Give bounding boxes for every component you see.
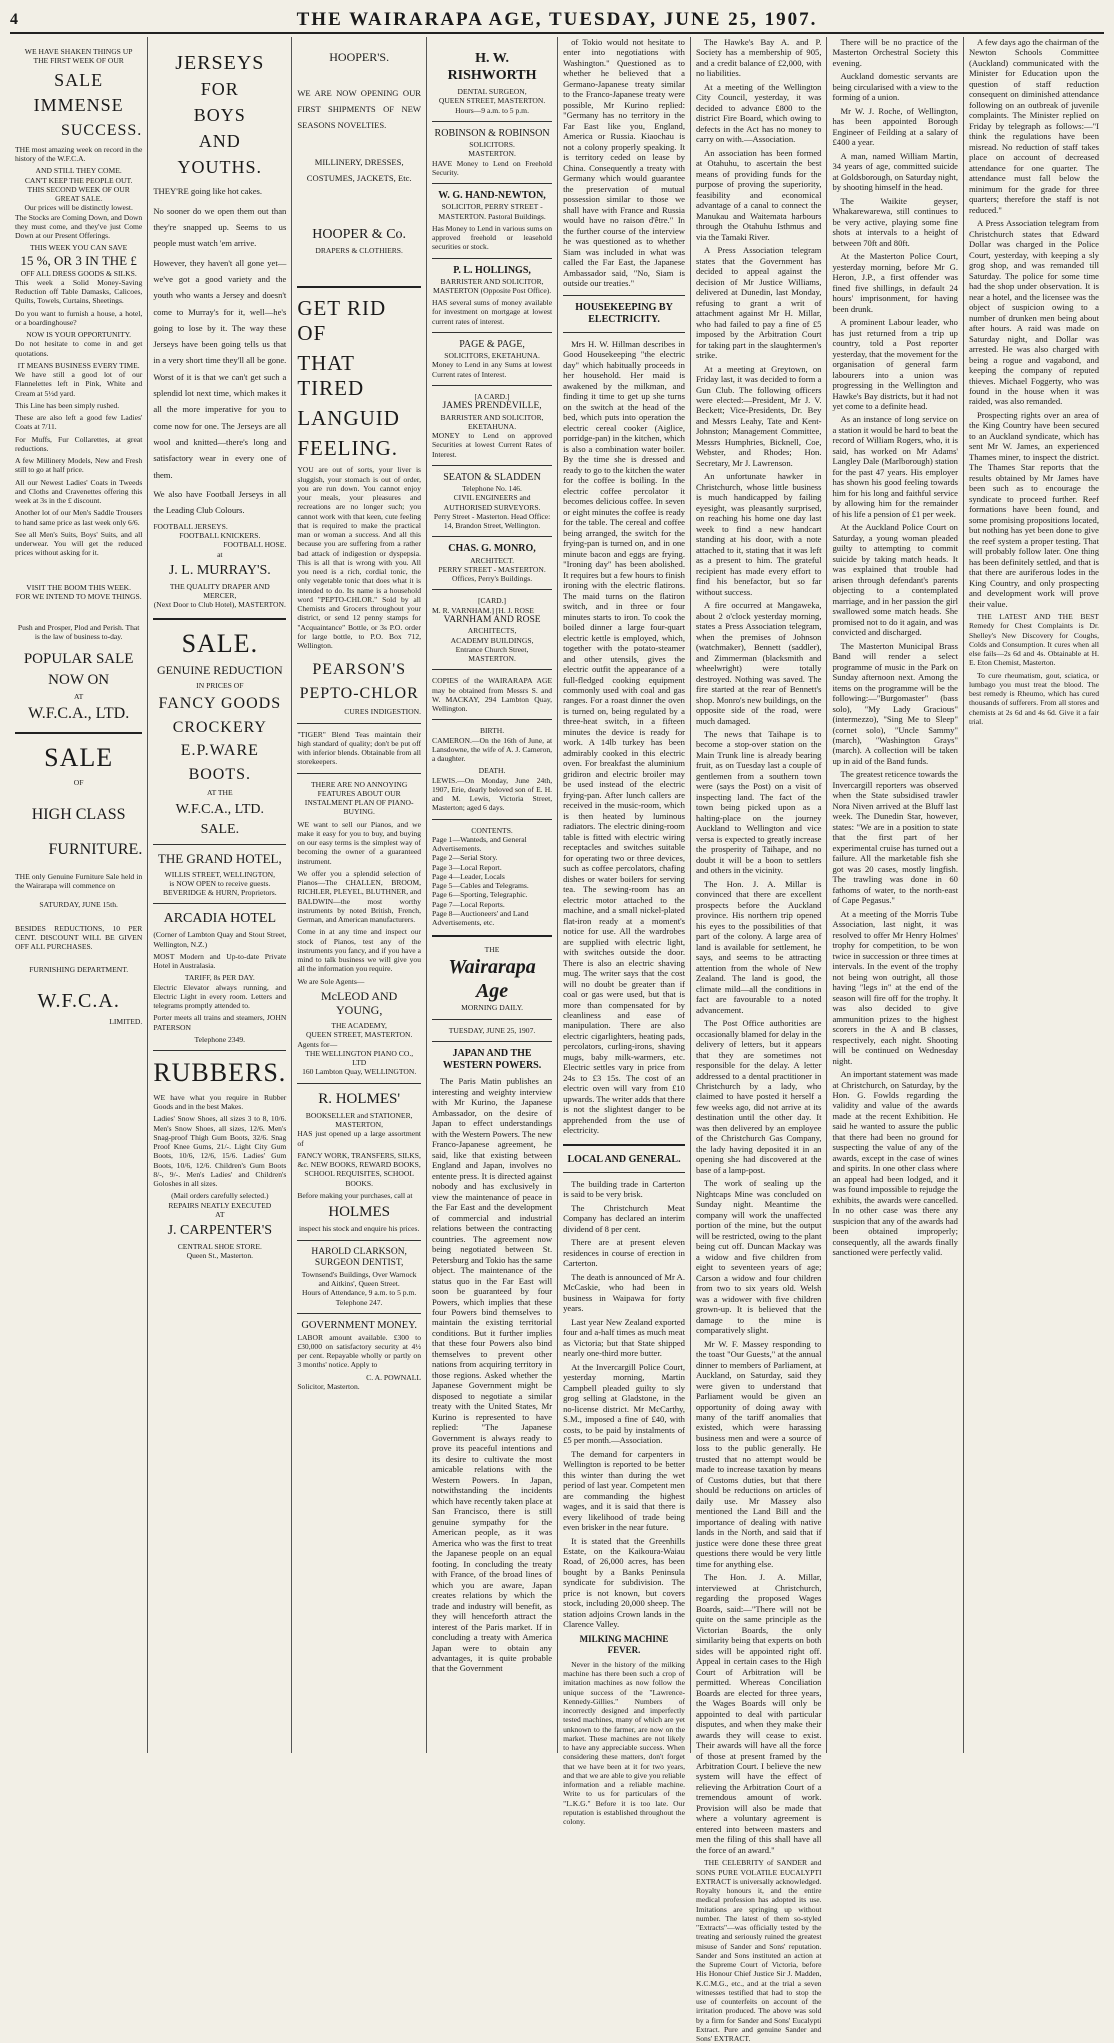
- ad-holmes-text: FANCY WORK, TRANSFERS, SILKS, &c. NEW BOOKS, REWARD BOOKS, SCHOOL REQUISITES, SCHOOL BOOKS.: [297, 1150, 421, 1188]
- local-item: The Hawke's Bay A. and P. Society has a membership of 905, and a credit balance of £2,000, with no liabilities.: [695, 37, 822, 79]
- page-number: 4: [10, 11, 18, 28]
- ad-jerseys-heading: BOYS: [193, 105, 246, 126]
- article-heading: HOUSEKEEPING BY ELECTRICITY.: [575, 301, 673, 325]
- ad-arcadia-name: ARCADIA HOTEL: [163, 911, 276, 927]
- column-1: [10, 37, 148, 1753]
- ad-wfca-text: For Muffs, Fur Collarettes, at great reductions.: [15, 434, 143, 453]
- ad-pepto-name: PEARSON'S: [312, 661, 406, 679]
- ad-pepto-line: CURES INDIGESTION.: [344, 707, 422, 717]
- notice-birth-heading: BIRTH.: [479, 726, 505, 736]
- local-item: At the Auckland Police Court on Saturday, a young woman pleaded guilty to attempting to commit suicide by taking match heads. It was explained that trouble had arisen through defendant's parents objecting to a contemplated marriage, and in her passion the girl swallowed some match heads. She promised not to do it again, and was convicted and discharged.: [832, 522, 958, 638]
- local-item: The building trade in Carterton is said to be very brisk.: [563, 1179, 685, 1200]
- ad-milking-text: Never in the history of the milking machine has there been such a crop of imitation machines as now follow the unique success of the "Lawrence-Kennedy-Gillies." Numbers of incorrectly designed and imperfectly tested machines, many of which are yet unknown to the farmer, are now on the market. These machines are not likely to have any appreciable success. When considering these matters, don't forget that we have been at it for two years, and that we are able to give you reliable information and a reliable machine. Write to us for particulars of the "L.K.G." Before it is too late. Our reputation is established throughout the colony.: [563, 1659, 685, 1827]
- ad-murray-name: J. L. MURRAY'S.: [168, 562, 271, 578]
- ad-jerseys-heading: YOUTHS.: [177, 157, 263, 178]
- local-item: There will be no practice of the Masterton Orchestral Society this evening.: [832, 37, 958, 68]
- local-item: At a meeting of the Wellington City Council, yesterday, it was decided to advance £800 to the district Fire Board, which owing to defects in the Act has no money to carry on with.—Association.: [695, 81, 822, 145]
- notice-birth-text: CAMERON.—On the 16th of June, at Lansdowne, the wife of A. J. Cameron, a daughter.: [432, 735, 553, 764]
- ad-holmes-text: Before making your purchases, call at: [297, 1190, 413, 1200]
- newspaper-title: THE WAIRARAPA AGE, TUESDAY, JUNE 25, 1907.: [296, 9, 818, 30]
- ad-page-name: PAGE & PAGE,: [459, 338, 525, 350]
- ad-carpenter-name: J. CARPENTER'S: [167, 1223, 273, 1239]
- ad-pepto-heading: GET RID OF: [297, 295, 387, 346]
- ad-pepto-name: PEPTO-CHLOR: [299, 684, 419, 702]
- ad-monro-name: CHAS. G. MONRO,: [448, 543, 536, 555]
- local-item: The Hon. J. A. Millar, interviewed at Christchurch, regarding the proposed Wages Boards, said:—"There will not be quite on the same principle as the Victorian Boards, the only similarity being that experts on both sides will be appointed right off. Appeal in certain cases to the High Court of Arbitration will be permitted. Whereas Conciliation Boards are elected for three years, the Wages Boards will only be appointed to deal with particular disputes, and when they make their awards they will cease to exist. Their awards will have all the force of those at present framed by the Arbitration Court. I believe the new system will have the effect of relieving the Arbitration Court of a tremendous amount of work. Provision will also be made that where a voluntary agreement is entered into between masters and men the filing of this shall have all the force of an award.": [695, 1572, 822, 1855]
- ad-wfca-line: NOW IS YOUR OPPORTUNITY.: [26, 330, 132, 340]
- ad-piano-text: THERE ARE NO ANNOYING FEATURES ABOUT OUR INSTALMENT PLAN OF PIANO-BUYING.: [304, 779, 414, 817]
- ad-piano-line: We are Sole Agents—: [297, 976, 365, 986]
- ad-monro-text: PERRY STREET - MASTERTON. Offices, Perry's Buildings.: [438, 564, 546, 584]
- ad-hollings-name: P. L. HOLLINGS,: [453, 264, 531, 276]
- columns: [10, 37, 1104, 2043]
- ad-hand-newton-text: Has Money to Lend in various sums on approved freehold or leasehold securities or stock.: [432, 223, 553, 252]
- local-item: The news that Taihape is to become a stop-over station on the Main Trunk line is already bearing fruit, as on Tuesday last a couple of gentlemen from a southern town were (says the Post) on a visit of inspecting land. The fact of the town being picked upon as a halting-place on the journey Auckland to Wellington and vice versa is expected to greatly increase the prosperity of Taihape, and no doubt it will be a boon to settlers and others in the vicinity.: [695, 729, 822, 876]
- contents-item: Page 2—Serial Story.: [432, 853, 498, 863]
- ad-rubbers-line: CENTRAL SHOE STORE.: [177, 1242, 262, 1252]
- contents-list: [432, 835, 552, 928]
- local-item: A prominent Labour leader, who has just returned from a trip up country, told a Post reporter yesterday, that the movement for the organisation of general farm labourers into a union was progressing in the Wellington and Hawke's Bay districts, but it had not yet come to a definite head.: [832, 317, 958, 411]
- local-item: At the Invercargill Police Court, yesterday morning, Martin Campbell pleaded guilty to sly grog selling at Gladstone, in the no-license district. Mr McCarthy, S.M., imposed a fine of £40, with costs, to be paid by instalments of £5 per month.—Association.: [563, 1361, 685, 1446]
- ad-varnham-line: Entrance Church Street, MASTERTON.: [455, 644, 529, 664]
- ad-wfca-line: THE FIRST WEEK OF OUR: [33, 56, 124, 66]
- ad-holmes-name: R. HOLMES': [318, 1090, 401, 1107]
- local-item: As an instance of long service on a station it would be hard to beat the record of William Rogers, who, it is said, has worked on Mr Adams' Langley Dale (Marlborough) station for the past 47 years. His employer has shown his good feeling towards him for his long and faithful service by allowing him for the remainder of his life a pension of £1 per week.: [832, 414, 958, 519]
- ad-furniture-heading: W.F.C.A.: [37, 989, 120, 1012]
- ad-furniture-line: OF: [73, 777, 84, 787]
- ad-piano-line: 160 Lambton Quay, WELLINGTON.: [302, 1067, 417, 1077]
- ad-sale-item: BOOTS.: [188, 765, 252, 783]
- ad-seaton-name: SEATON & SLADDEN: [443, 471, 541, 483]
- ad-furniture-line: FURNISHING DEPARTMENT.: [29, 965, 129, 975]
- local-item: An unfortunate hawker in Christchurch, whose little business is much handicapped by failing eyesight, was pleasantly surprised, on reaching his home one day last week to find a new handcart standing at his door, with a note attached to it, stating that it was left as a present to him. The grateful recipient has made every effort to find his benefactor, but so far without success.: [695, 471, 822, 597]
- ad-arcadia-text: MOST Modern and Up-to-date Private Hotel in Australasia.: [153, 951, 287, 971]
- column-8: [964, 37, 1104, 1753]
- contents-item: Page 3—Local Report.: [432, 862, 502, 872]
- ad-wfca-heading: SALE: [54, 69, 104, 90]
- ad-wfca-line: VISIT THE BOOM THIS WEEK.: [26, 582, 131, 592]
- ad-hooper-heading: HOOPER'S.: [329, 50, 390, 64]
- ad-holmes-text: HAS just opened up a large assortment of: [297, 1129, 422, 1148]
- ad-wfca-text: See all Men's Suits, Boys' Suits, and all underwear. You will get the reduced prices without asking for it.: [15, 529, 143, 558]
- leader-heading: JAPAN AND THE WESTERN POWERS.: [442, 1047, 542, 1072]
- ad-hooper-line: DRAPERS & CLOTHIERS.: [315, 246, 403, 256]
- ad-piano-line: THE ACADEMY,: [331, 1021, 387, 1031]
- ad-hooper-text: WE ARE NOW OPENING OUR FIRST SHIPMENTS OF NEW SEASONS NOVELTIES.: [297, 87, 422, 131]
- ad-seaton-line: Telephone No. 146.: [462, 484, 522, 494]
- ad-jerseys-heading: JERSEYS: [175, 52, 265, 74]
- ad-rubbers-line: (Mail orders carefully selected.): [171, 1191, 269, 1201]
- local-item: The death is announced of Mr A. McCaskie, who had been in business in Waipawa for forty years.: [563, 1271, 685, 1314]
- ad-grand-hotel-line: BEVERIDGE & HURN, Proprietors.: [162, 888, 277, 898]
- local-item: A man, named William Martin, 34 years of age, committed suicide at Goldsborough, on Saturday night, by shooting himself in the head.: [832, 150, 958, 193]
- ad-wfca-line: WE HAVE SHAKEN THINGS UP: [24, 47, 133, 56]
- ad-prendeville-line: BARRISTER AND SOLICITOR, EKETAHUNA.: [440, 412, 544, 431]
- ad-wfca-line: OFF ALL DRESS GOODS & SILKS.: [20, 268, 137, 278]
- ad-copies-text: COPIES of the WAIRARAPA AGE may be obtained from Messrs S. and W. MACKAY, 294 Lambton Quay, Wellington.: [432, 676, 553, 714]
- ad-jerseys-line: at: [217, 549, 223, 559]
- ad-wfca-text: Do you want to furnish a house, a hotel, or a boardinghouse?: [15, 308, 143, 327]
- ad-milking-heading: MILKING MACHINE FEVER.: [579, 1633, 669, 1655]
- ad-wfca-text: Push and Prosper, Plod and Perish. That is the law of business to-day.: [17, 623, 140, 642]
- column-5: [558, 37, 691, 1827]
- ad-furniture-text: THE only Genuine Furniture Sale held in the Wairarapa will commence on: [15, 871, 143, 891]
- ad-jerseys-heading: AND: [198, 131, 241, 152]
- ad-rubbers-line: REPAIRS NEATLY EXECUTED: [168, 1200, 272, 1210]
- ad-jerseys-line: FOOTBALL KNICKERS.: [179, 531, 261, 541]
- ad-hand-newton-name: W. G. HAND-NEWTON,: [438, 190, 546, 202]
- ad-wfca-text: All our Newest Ladies' Coats in Tweeds and Cloths and Cravenettes offering this week at 3s in the £ discount.: [15, 477, 143, 506]
- ad-furniture-heading: SALE: [44, 742, 114, 772]
- ad-wfca-line: AT: [74, 692, 84, 702]
- local-item: The greatest reticence towards the Invercargill reporters was observed when the State subsidised trawler Nora Niven arrived at the Bluff last week. The Dunedin Star, however, states: "We are in a position to state that the first part of her experimental cruise has turned out a failure. All the marketable fish she got was 20 cases, mostly lingfish. The trawling was done in 60 fathoms of water, to the north-east of Cape Pegasus.": [832, 769, 958, 906]
- ad-wfca-line: AND STILL THEY COME.: [35, 166, 122, 176]
- ad-sale-item: CROCKERY: [172, 718, 267, 736]
- ad-piano-line: Agents for—: [297, 1039, 338, 1049]
- ad-sale-line: SALE.: [200, 821, 240, 837]
- local-item: A few days ago the chairman of the Newton Schools Committee (Auckland) communicated with the Minister for Education upon the question of staff reduction consequent on diminished attendance following on an outbreak of juvenile complaints. The Minister replied on Friday by telegraph as follows:—"I think the regulations have been misread. No reduction of staff takes place on account of decreased attendance for one quarter. The attendance must fall below the minimum for the grade for three quarters; therefore the staff is not reduced.": [968, 37, 1099, 215]
- ad-hollings-text: BARRISTER AND SOLICITOR, MASTERTON (Opposite Post Office).: [432, 276, 552, 295]
- local-item: Mr W. F. Massey responding to the toast "Our Guests," at the annual dinner to members of Parliament, at Auckland, on Saturday, said they were given to understand that Parliament would be given an opportunity of doing away with many of the tariff anomalies that existed, which were harassing business men and were a source of loss to the public generally. He trusted that no attempt would be made to increase taxation by means of Customs duties, but that there should be reductions on articles of daily use. Mr Massey also mentioned the Land Bill and the importance of dealing with native lands in the North, and said that if justice were done these three great questions there would be very little time for anything else.: [695, 1338, 822, 1569]
- ad-arcadia-text: Electric Elevator always running, and Electric Light in every room. Letters and telegrams promptly attended to.: [153, 982, 287, 1011]
- local-item: Last year New Zealand exported four and a-half times as much meat as Victoria; but that State shipped nearly one-third more butter.: [563, 1316, 685, 1359]
- local-item: An association has been formed at Otahuhu, to ascertain the best means of providing funds for the purpose of proving the superiority, feasibility and economical advantage of a canal to connect the Manukau and Waitemata harbours through the Otahuhu Isthmus and via the Tamaki River.: [695, 147, 822, 242]
- column-2: [148, 37, 292, 1753]
- local-item: The Post Office authorities are occasionally blamed for delay in the delivery of letters, but it appears that they are sometimes not responsible for the delay. A letter addressed to a dental practitioner in Christchurch by a lady, who claimed to have posted it herself a few weeks ago, did not arrive at its destination until the other day. It was then delivered by an employee of the Christchurch Gas Company, the lady having deposited it in an opening she had discovered at the base of a lamp-post.: [695, 1018, 822, 1175]
- ad-furniture-line: LIMITED.: [109, 1017, 143, 1027]
- locals-heading: LOCAL AND GENERAL.: [567, 1153, 681, 1165]
- ad-holmes-name: HOLMES: [328, 1204, 390, 1221]
- ad-rubbers-line: Queen St., Masterton.: [186, 1251, 254, 1261]
- ad-pepto-heading: LANGUID: [297, 406, 400, 431]
- ad-jerseys-heading: FOR: [200, 79, 239, 100]
- ad-robinson-line: SOLICITORS.: [469, 140, 515, 150]
- ad-rubbers-text: Ladies' Snow Shoes, all sizes 3 to 8, 10/6. Men's Snow Shoes, all sizes, 12/6. Men's Snag-proof Thigh Gum Boots, 32/6. Snag Proof Knee Gums, 21/-. Light City Gum Boots, 10/6, 12/6, 15/6. Ladies' Gum Boots, 10/6, 12/6. Children's Gum Boots 8/-, 9/-. Men's Ladies' and Children's Goloshes in all sizes.: [153, 1114, 287, 1189]
- local-item: The Masterton Municipal Brass Band will render a select programme of music in the Park on Sunday afternoon next. Among the items on the programme will be the following:—"Burgomaster" (bass solo), "My Lady Gracious" (intermezzo), "Sing Me to Sleep" (cornet solo), "Uncle Sammy" (march), "Washington Grays" (march). A collection will be taken up in aid of the Band funds.: [832, 640, 958, 766]
- ad-robinson-name: ROBINSON & ROBINSON: [434, 127, 550, 139]
- ad-wfca-text: Do not hesitate to come in and get quotations.: [15, 339, 143, 358]
- ad-jerseys-line: FOOTBALL HOSE.: [223, 540, 287, 550]
- ad-page-line: SOLICITORS, EKETAHUNA.: [444, 351, 540, 361]
- ad-wfca-line: THIS WEEK YOU CAN SAVE: [30, 243, 128, 253]
- local-item: Mr W. J. Roche, of Wellington, has been appointed Borough Engineer of Feilding at a salary of £400 a year.: [832, 105, 958, 148]
- ad-rishworth-line: DENTAL SURGEON,: [457, 87, 527, 97]
- ad-holmes-line: BOOKSELLER and STATIONER,: [305, 1110, 413, 1120]
- ad-robinson-line: MASTERTON.: [468, 149, 516, 159]
- ad-arcadia-text: (Corner of Lambton Quay and Stout Street, Wellington, N.Z.): [153, 930, 287, 949]
- ad-jerseys-text: We also have Football Jerseys in all the Leading Club Colours.: [153, 489, 287, 516]
- local-item: A Press Association telegram states that the Government has decided to appeal against the decision of Mr Justice Williams, delivered at Dunedin, last Monday, refusing to grant a writ of attachment against Mr H. Millar, who had failed to pay a fine of £5 imposed by the Arbitration Court for taking part in the slaughtermen's strike.: [695, 245, 822, 361]
- local-item: The work of sealing up the Nightcaps Mine was concluded on Sunday night. Meantime the company will work the unaffected portion of the mine, but the output will be restricted, owing to the plant being cut off. Duncan Mackay was a widow and five children from eight to seventeen years of age; Carson a widow and four children from two to six years old. Welsh was a widower with five children grown-up. It is believed that the damage to the mine is comparatively slight.: [695, 1178, 822, 1336]
- ad-sale-line: AT THE: [206, 788, 233, 798]
- ad-popular-sale: POPULAR SALE: [23, 650, 134, 667]
- ad-grand-hotel-name: THE GRAND HOTEL,: [157, 850, 282, 866]
- ad-grand-hotel-line: WILLIS STREET, WELLINGTON,: [164, 869, 276, 879]
- ad-wfca-text: The Stocks are Coming Down, and Down they must come, and they've just Come Down at our Present Offerings.: [15, 212, 143, 241]
- ad-seaton-text: Perry Street - Masterton. Head Office: 14, Brandon Street, Wellington.: [433, 511, 551, 531]
- ad-arcadia-text: Porter meets all trains and steamers, JOHN PATERSON: [153, 1013, 287, 1032]
- ad-pepto-text: YOU are out of sorts, your liver is sluggish, your stomach is out of order, you are run down. You cannot enjoy your meals, your pleasures and recreations are no longer such; you cannot work with that keen, cute feeling that is required to make the practical man or woman a success. And all this because you are suffering from a rather bad attack of indigestion or dyspepsia. This is all that is wrong with you. All you need is a rich, cordial tonic, the only vegetable tonic that does what it is intended to do. Its name is a household word "PEPTO-CHLOR." Sold by all Chemists and Grocers throughout your district, or send 12 penny stamps for "Acquaintance" Bottle, or 3s P.O. order for large bottle, to P.O. Box 712, Wellington.: [297, 465, 422, 650]
- ad-varnham-line: [CARD.]: [478, 596, 507, 606]
- ad-rishworth-line: QUEEN STREET, MASTERTON.: [438, 96, 546, 106]
- ad-hooper-name: HOOPER & Co.: [312, 227, 407, 243]
- local-item: At the Masterton Police Court, yesterday morning, before Mr G. Heron, J.P., a first offender was fined five shillings, in default 24 hours' imprisonment, for having been drunk.: [832, 251, 958, 314]
- ad-holmes-line: inspect his stock and enquire his prices.: [298, 1224, 420, 1234]
- ad-clarkson-line: Hours of Attendance, 9 a.m. to 5 p.m. Telephone 247.: [302, 1288, 417, 1307]
- ad-sale-line: IN PRICES OF: [196, 680, 244, 690]
- ad-eucalypti-text: THE CELEBRITY of SANDER and SONS PURE VOLATILE EUCALYPTI EXTRACT is universally acknowledged. Royalty honours it, and the entire medical profession has adopted its use. Imitations are springing up without number. The latest of them so-styled "Extracts"—was officially tested by the treating and seriously ruined the greatest misuse of Sander and Sons' reputation. Sander and Sons instituted an action at the Supreme Court of Victoria, before His Honour Chief Justice Sir J. Madden, K.C.M.G., etc., and at the trial a seven witnesses testified that had to stop the use of counterfeits on account of the irritation produced. The above was sold by a firm for Sander and Sons' Eucalypti Extract. Pure and genuine Sander and Sons' EXTRACT.: [695, 1858, 822, 2043]
- ad-rishworth-name: H. W. RISHWORTH: [447, 51, 537, 84]
- ad-sale-line: W.F.C.A., LTD.: [175, 801, 265, 817]
- contents-item: Page 6—Sporting, Telegraphic.: [432, 890, 528, 900]
- ad-wfca-text: These are also left a good few Ladies' Coats at 7/11.: [15, 413, 143, 432]
- ad-pepto-heading: THAT TIRED: [297, 350, 365, 401]
- local-item: There are at present eleven residences in course of erection in Carterton.: [563, 1237, 685, 1269]
- local-item: An important statement was made at Christchurch, on Saturday, by the Hon. G. Fowlds regarding the validity and value of the awards made at the recent Exhibition. He said he wanted to assure the public that there had been no ground for suspecting the value of any of the awards, except in the case of wines and spirits. In one other class where an appeal had been lodged, and it was found impossible to rejudge the exhibits, the awards were cancelled. In no other case was there any suspicion that any of the awards had been obtained improperly; consequently, all the awards finally sanctioned were perfectly valid.: [832, 1069, 958, 1258]
- contents-item: Page 5—Cables and Telegrams.: [432, 881, 529, 891]
- editorial-nameplate: Wairarapa Age: [448, 955, 536, 1003]
- ad-prendeville-line: [A CARD.]: [474, 391, 510, 401]
- ad-holmes-line: MASTERTON,: [335, 1120, 384, 1130]
- local-item: A fire occurred at Mangaweka, about 2 o'clock yesterday morning, states a Press Association telegram, when the premises of Johnson (watchmaker), Bennett (saddler), and Zimmerman (blacksmith and wheelwright) were totally destroyed. Nothing was saved. The fire started at the rear of Bennett's shop. Monro's new buildings, on the opposite side of the road, were much damaged.: [695, 600, 822, 726]
- local-item: It is stated that the Greenhills Estate, on the Kaikoura-Waiau Road, of 26,000 acres, has been bought by a Banks Peninsula syndicate for subdivision. The price is not known, but covers stock, including 20,000 sheep. The station adjoins Crown lands in the Clarence Valley.: [563, 1535, 685, 1630]
- local-item: The Waikite geyser, Whakarewarewa, still continues to be very active, playing some fine shots at intervals to a height of between 70ft and 80ft.: [832, 195, 958, 248]
- ad-piano-line: QUEEN STREET, MASTERTON.: [305, 1030, 413, 1040]
- local-item: A Press Association telegram from Christchurch states that Edward Dollar was charged in the Police Court, yesterday, with keeping a sly grog shop, and was remanded till Saturday. The police for some time had the shop under observation. It is near a hotel, and the licensee was the object of suspicion owing to a number of drunken men being about after hours. A raid was made on Saturday night, and Dollar was arrested. He was also charged with being a rogue and vagabond, and keeping the company of reputed thieves. Michael Foggerty, who was found in the house when it was raided, was also remanded.: [968, 218, 1099, 407]
- ad-wfca-text: Another lot of our Men's Saddle Trousers to hand same price as last week only 6/6.: [15, 508, 143, 527]
- ad-jerseys-line: (Next Door to Club Hotel), MASTERTON.: [153, 600, 286, 610]
- notice-death-text: LEWIS.—On Monday, June 24th, 1907, Erie, dearly beloved son of E. H. and M. Lewis, Victoria Street, Masterton; aged 6 days.: [432, 775, 553, 813]
- contents-heading: CONTENTS.: [471, 825, 513, 835]
- contents-item: Page 4—Leader, Locals: [432, 871, 505, 881]
- ad-wfca-line: FOR WE INTEND TO MOVE THINGS.: [15, 591, 142, 601]
- ad-prendeville-name: JAMES PRENDEVILLE,: [442, 401, 542, 412]
- ad-popular-sale: NOW ON: [48, 671, 110, 688]
- ad-jerseys-text: No sooner do we open them out than they're snapped up. Seems to us people must watch 'em arrive.: [153, 205, 287, 249]
- ad-wfca-heading: SUCCESS.: [60, 122, 143, 140]
- ad-varnham-line: ACADEMY BUILDINGS,: [450, 635, 534, 645]
- ad-hand-newton-text: SOLICITOR, PERRY STREET - MASTERTON. Pastoral Buildings.: [438, 202, 546, 221]
- ad-seaton-line: CIVIL ENGINEERS and AUTHORISED SURVEYORS.: [443, 493, 541, 512]
- local-item: Auckland domestic servants are being circularised with a view to the forming of a union.: [832, 71, 958, 103]
- local-item: The demand for carpenters in Wellington is reported to be better this winter than during the wet period of last year. Competent men are commanding the highest wages, and it is said that there is every likelihood of trade being even brisker in the near future.: [563, 1448, 685, 1533]
- masthead: [10, 8, 1104, 34]
- ad-govt-money-line: C. A. POWNALL: [366, 1372, 422, 1382]
- ad-tiger-text: "TIGER" Blend Teas maintain their high standard of quality; don't be put off with inferior blends. Obtainable from all storekeepers.: [297, 729, 422, 767]
- ad-furniture-line: SATURDAY, JUNE 15th.: [39, 900, 118, 910]
- ad-grand-hotel-line: is NOW OPEN to receive guests.: [169, 878, 271, 888]
- ad-robinson-text: HAVE Money to Lend on Freehold Security.: [432, 158, 553, 177]
- ad-furniture-text: BESIDES REDUCTIONS, 10 PER CENT. DISCOUNT WILL BE GIVEN OFF ALL PURCHASES.: [15, 923, 143, 952]
- ad-wfca-line: CAN'T KEEP THE PEOPLE OUT.: [24, 175, 133, 185]
- ad-wfca-text: This Line has been simply rushed.: [15, 400, 120, 410]
- ad-hollings-text: HAS several sums of money available for investment on mortgage at lowest current rates of interest.: [432, 298, 553, 326]
- ad-monro-line: ARCHITECT.: [470, 555, 515, 565]
- leader-text: The Paris Matin publishes an interesting and weighty interview with Mr Kurino, the Japanese Ambassador, on the desire of Japan to effect understandings with the Western Powers. The new Franco-Japanese agreement, he said, like that existing between England and Japan, involves no entente press. It is directed against nobody and has exclusively in view the maintenance of peace in the Far East and the development of commercial and industrial relations between the contracting countries. The agreement now being negotiated between St. Petersburg and Tokio has the same object. The maintenance of the status quo in the Far East will soon be guaranteed by four Powers, which implies that these four Powers bind themselves to maintain the existing territorial conditions. But it further implies that these four Powers also bind themselves to prevent other nations from acquiring territory in those regions. Asked whether the Japanese Government might be disposed to negotiate a similar treaty with the United States, Mr Kurino is represented to have replied: "The Japanese Government is always ready to prove its peaceful intentions and its desire to cultivate the most amicable relations with the Western Powers. In Japan, notwithstanding the incidents which have recently taken place at San Francisco, there is still genuine sympathy for the American people, as it was America who was the first to treat the Japanese people on an equal footing. In concluding the treaty with France, of the broad lines of which you are aware, Japan creates relations by which the trade and industry will benefit, as they will henceforth attract the interest of the Paris market. If in concluding a treaty with America Japan were to obtain any advantages, it is quite probable that the Government: [432, 1076, 553, 1674]
- ad-rubbers-text: WE have what you require in Rubber Goods and in the best Makes.: [153, 1092, 287, 1112]
- ad-wfca-line: Our prices will be distinctly lowest.: [24, 203, 133, 213]
- leader-text-cont: of Tokio would not hesitate to enter into negotiations with Washington." Questioned as to whether he believed that a Germano-Japanese treaty similar to the Franco-Japanese treaty were possible, Mr Kurino replied: "Germany has no territory in the Far East like you, England, America or Russia. Kiaochau is not a colony properly speaking. It is territory ceded on lease by China. Consequently a treaty with Germany which would guarantee the preservation of mutual possession similar to those we shall have with France and Russia would have no raison d'être." In the further course of the interview he was questioned as to whether Siam was included in what was called the Far East, the Japanese Ambassador said, "No, Siam is outside our treaties.": [563, 37, 685, 289]
- ad-piano-text: WE want to sell our Pianos, and we make it easy for you to buy, and buying on our easy terms is the simplest way of becoming the owner of a guaranteed instrument.: [297, 819, 422, 866]
- ad-wfca-text: This week a Solid Money-Saving Reduction off Table Damasks, Calicoes, Quilts, Towels, Curtains, Sheetings.: [15, 277, 143, 306]
- ad-hooper-text: MILLINERY, DRESSES, COSTUMES, JACKETS, Etc.: [306, 156, 412, 183]
- ad-prendeville-text: MONEY to Lend on approved Securities at lowest Current Rates of Interest.: [432, 431, 553, 459]
- column-7: [827, 37, 964, 1753]
- ad-wfca-text: A few Millinery Models, New and Fresh still to go at half price.: [15, 456, 143, 475]
- local-item: The Hon. J. A. Millar is convinced that there are excellent prospects before the Auckland province. His northern trip opened his eyes to the possibilities of that part of the colony. A large area of land is available for settlement, he says, and seems to be attracting attention from the whole of New Zealand. The land is good, the climate mild—all the conditions in fact are favourable to a noted advancement.: [695, 878, 822, 1015]
- local-item: Prospecting rights over an area of the King Country have been secured to an Auckland syndicate, which has sent Mr W. James, an experienced Thames miner, to inspect the district. The Thames Star reports that the results obtained by Mr James have been such as to encourage the syndicate to proceed further. Reef formations have been found, and some promising propositions located, but nothing has yet been done to give the reef system a proper testing. That will probably follow later. One thing has been definitely settled, and that is that there are auriferous lodes in the King Country, and only prospecting and development work will prove their value.: [968, 409, 1099, 609]
- editorial-nameplate-the: THE: [484, 945, 500, 955]
- ad-govt-money-text: LABOR amount available. £300 to £30,000 on satisfactory security at 4½ per cent. Repayable wholly or partly on 3 months' notice. Apply to: [297, 1332, 422, 1370]
- ad-govt-money-line: Solicitor, Masterton.: [297, 1381, 360, 1391]
- column-6: [691, 37, 828, 2043]
- ad-piano-line: THE WELLINGTON PIANO CO., LTD: [305, 1048, 414, 1068]
- contents-item: Page 8—Auctioneers' and Land Advertisements, etc.: [432, 908, 529, 928]
- ad-furniture-heading: HIGH CLASS: [31, 805, 126, 823]
- ad-wfca-name: W.F.C.A., LTD.: [28, 705, 130, 723]
- contents-item: Page 1—Wanteds, and General Advertisements.: [432, 834, 527, 854]
- ad-rishworth-line: Hours—9 a.m. to 5 p.m.: [455, 105, 529, 115]
- ad-govt-money-heading: GOVERNMENT MONEY.: [301, 1319, 418, 1331]
- ad-jerseys-text: However, they haven't all gone yet—we've got a good variety and the youth who wants a Jersey and doesn't come to Murray's for it, well—he's going to lose by it. The way these Jerseys have been going tells us that in a very short time they'll all be gone. Worst of it is that we can't get such a splendid lot next time, which makes it all the more imperative for you to come now for one. The Jerseys are all wool and knitted—there's long and satisfactory wear in every one of them.: [153, 257, 287, 480]
- notice-death-heading: DEATH.: [478, 766, 506, 776]
- article-text: Mrs H. W. Hillman describes in Good Housekeeping "the electric day" which habitually proceeds in her household. Her maid is awakened by the milkman, and finding it time to get up she turns on the switch at the head of the bed, which puts into operation the electric cereal cooker (Aiglice, porridge-pan) in the kitchen, which is also a combination water boiler. By the time she is dressed and ready to go to the kitchen the water for the coffee is boiling. In the electric coffee percolator it becomes delicious coffee. In seven or eight minutes the coffee is ready for the table. The cereal and coffee being arranged, the switch for the frying-pan is turned on, and in one minute bacon and eggs are frying. "Ironing day" has been abolished. It requires but a few hours to finish ironing with the electric flatirons. The maid turns on the flatiron switch, and in three or four minutes starts to iron. To cook the boiled dinner a large four-quart electric kettle is employed, which, together with the potato-steamer and other utensils, gives the electric outfit the appearance of a full-fledged cooking equipment commonly used with coal and gas ranges. For a roast dinner the oven is turned on, being regulated by a three-heat switch, in a fifteen minutes the device is ready for work. A 14lb turkey has been admirably cooked in this electric oven. For breakfast the aluminium gridiron and electric broiler may be used instead of the electric frying-pan. After lunch callers are received in the music-room, which is then heated by luminous radiators. The electric dining-room table is fitted with electric wiring receptacles and switches suitable for operating two or three devices, such as coffee percolators, chafing dishes or water boilers for serving tea. The sewing-room has an electric motor attached to the machine, and a small nickel-plated flat-iron ready at a moment's notice for use. All the wardrobes are supplied with electric light, with switches outside the door. There is also an electric shaving mug. The writer says that the cost will no doubt be greater than if coal or gas were used, but that is more than compensated for by cleanliness and ease of manipulation. There are also electric cigarlighters, heating pads, percolators, curling-irons, shaving mugs, baby milk-warmers, etc. Electric settles vary in price from 24s to £3 15s. The cost of an electric oven will vary from £10 upwards. The writer adds that there is not the slightest danger to be apprehended from the use of electricity.: [563, 339, 685, 1136]
- ad-sale-item: FANCY GOODS: [158, 695, 282, 713]
- ad-piano-text: Come in at any time and inspect our stock of Pianos, test any of the instruments you fancy, and if you have a mind to talk business we will give you all the information you require.: [297, 927, 422, 974]
- ad-piano-agent: McLEOD AND YOUNG,: [321, 988, 398, 1018]
- ad-shelley-text: THE LATEST AND THE BEST Remedy for Chest Complaints is Dr. Shelley's New Discovery for Coughs, Colds and Consumption. It cures when all else fails—2s 6d and 4s. Obtainable at H. E. Eton Chemist, Masterton.: [968, 612, 1099, 668]
- ad-wfca-text: THE most amazing week on record in the history of the W.F.C.A.: [15, 144, 143, 164]
- ad-wfca-text: We have still a good lot of our Flannelettes left in Pink, White and Cream at 5½d yard.: [15, 370, 143, 398]
- contents-item: Page 7—Local Reports.: [432, 899, 505, 909]
- ad-rubbers-line: AT: [215, 1209, 225, 1219]
- ad-furniture-heading: FURNITURE.: [48, 841, 143, 859]
- ad-pepto-heading: FEELING.: [297, 435, 399, 460]
- column-4: [427, 37, 558, 1753]
- ad-jerseys-line: FOOTBALL JERSEYS.: [153, 521, 228, 531]
- ad-wfca-discount: 15 %, OR 3 IN THE £: [20, 252, 137, 268]
- ad-rheumo-text: To cure rheumatism, gout, sciatica, or lumbago you must treat the blood. The best remedy is Rheumo, which has cured thousands of sufferers. From all stores and chemists at 2s 6d and 4s 6d. Give it a fair trial.: [968, 670, 1099, 726]
- ad-piano-text: We offer you a splendid selection of Pianos—The CHALLEN, BROOM, RICHLER, PLEYEL, BLUTHNER, and BALDWIN—the most worthy instruments by noted British, French, German, and American manufacturers.: [297, 868, 422, 925]
- ad-wfca-line: THIS SECOND WEEK OF OUR GREAT SALE.: [27, 184, 130, 204]
- local-item: The Christchurch Meat Company has declared an interim dividend of 8 per cent.: [563, 1202, 685, 1234]
- editorial-date: TUESDAY, JUNE 25, 1907.: [448, 1025, 536, 1035]
- ad-arcadia-line: TARIFF, 8s PER DAY.: [184, 973, 255, 983]
- local-item: At a meeting at Greytown, on Friday last, it was decided to form a Gun Club. The following officers were elected:—President, Mr J. V. Beckett; Vice-Presidents, Dr. Bey and Messrs Leahy, Tate and Kent-Johnston; Management Committee, Messrs Humphries, Bicknell, Coe, Webster, and Rhodes; Hon. Secretary, Mr J. Lawrenson.: [695, 363, 822, 468]
- ad-clarkson-name: HAROLD CLARKSON, SURGEON DENTIST,: [311, 1246, 407, 1269]
- local-item: At a meeting of the Morris Tube Association, last night, it was resolved to offer Mr Henry Holmes' trophy for competition, to be won twice in succession or three times at intervals. In the event of the trophy not being won outright, all those having "legs in" at the end of the season will fire off for the trophy. It was also decided to give ammunition prizes to the highest scorers in the A and B classes, respectively, each night. Shooting will be continued on Wednesday night.: [832, 908, 958, 1066]
- ad-wfca-heading: IMMENSE: [33, 95, 124, 116]
- ad-jerseys-text: THEY'RE going like hot cakes.: [153, 186, 263, 197]
- editorial-subtitle: MORNING DAILY.: [461, 1003, 524, 1013]
- ad-sale-item: E.P.WARE: [180, 742, 259, 760]
- ad-varnham-line: ARCHITECTS,: [467, 626, 517, 636]
- column-3: [292, 37, 427, 1753]
- ad-clarkson-line: Townsend's Buildings, Over Warnock and Aitkins', Queen Street.: [301, 1269, 417, 1289]
- ad-rubbers-heading: RUBBERS.: [153, 1058, 287, 1088]
- ad-varnham-name: VARNHAM AND ROSE: [443, 614, 541, 625]
- ad-sale-line: GENUINE REDUCTION: [156, 663, 283, 678]
- ad-page-text: Money to Lend in any Sums at lowest Current rates of Interest.: [432, 360, 553, 379]
- ad-arcadia-line: Telephone 2349.: [194, 1034, 246, 1044]
- ad-jerseys-line: THE QUALITY DRAPER AND MERCER,: [169, 581, 270, 601]
- ad-varnham-line: M. R. VARNHAM.] [H. J. ROSE: [432, 605, 534, 615]
- ad-sale-heading: SALE.: [181, 628, 259, 658]
- ad-wfca-line: IT MEANS BUSINESS EVERY TIME.: [17, 360, 140, 370]
